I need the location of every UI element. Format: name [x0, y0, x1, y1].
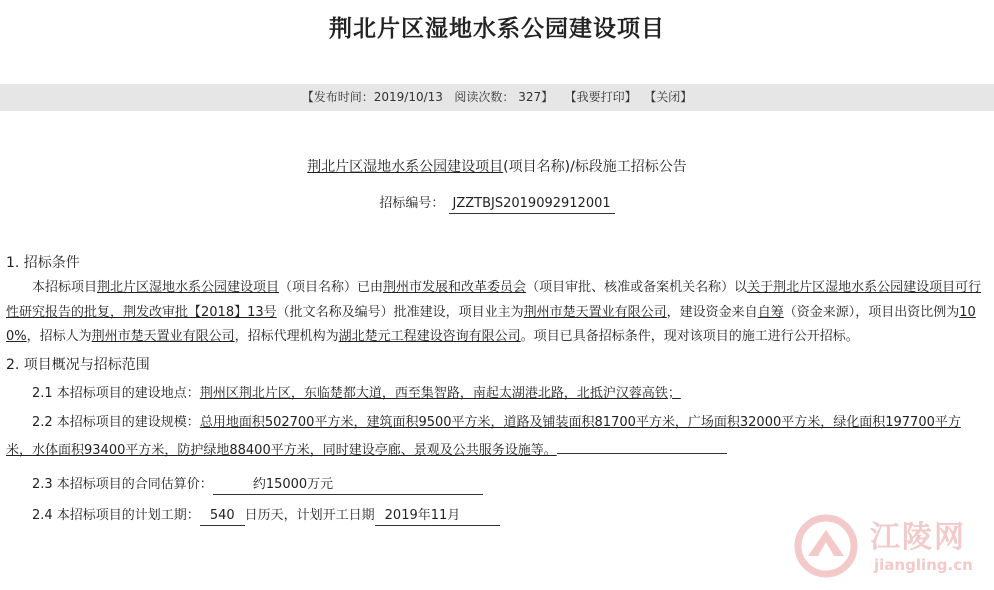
item-2-2: 2.2 本招标项目的建设规模：总用地面积502700平方米，建筑面积9500平方米，道路及铺装面积81700平方米，广场面积32000平方米，绿化面积197700平方米，水体面积93400平方米，防护绿地88400平方米，同时建设亭廊、景观及公共服务设施等。 [6, 414, 961, 458]
read-count: 327】 [518, 90, 554, 104]
bid-number: JZZTBJS2019092912001 [449, 195, 615, 214]
close-link[interactable]: 【关闭】 [644, 90, 693, 104]
article-meta-bar [0, 84, 994, 111]
print-link[interactable]: 【我要打印】 [564, 90, 637, 104]
start-date: 2019年11月 [375, 507, 501, 526]
item-2-1: 2.1 本招标项目的建设地点：荆州区荆北片区，东临楚都大道，西至集智路，南起太湖港北路，北抵沪汉蓉高铁； [32, 385, 681, 401]
section-2-heading: 2. 项目概况与招标范围 [6, 356, 150, 373]
duration-days: 540 [200, 507, 245, 526]
watermark-url: jiangling.cn [874, 556, 973, 574]
notice-body [6, 250, 986, 531]
estimated-price: 约15000万元 [213, 476, 483, 495]
watermark-logo [792, 510, 982, 582]
construction-location: 荆州区荆北片区，东临楚都大道，西至集智路，南起太湖港北路，北抵沪汉蓉高铁； [199, 385, 681, 401]
item-2-3: 2.3 本招标项目的合同估算价： 约15000万元 [6, 469, 986, 500]
construction-scale: 总用地面积502700平方米，建筑面积9500平方米，道路及铺装面积81700平方米，广场面积32000平方米，绿化面积197700平方米，水体面积93400平方米，防护绿地88400平方米，同时建设亭廊、景观及公共服务设施等。 [6, 414, 961, 458]
bid-number-label: 招标编号： [379, 196, 445, 211]
watermark-name: 江陵网 [870, 520, 966, 555]
publish-time: 【发布时间：2019/10/13 [301, 90, 443, 104]
item-2-4: 2.4 本招标项目的计划工期： 540 日历天，计划开工日期 2019年11月 [6, 500, 986, 531]
section-1-paragraph: 本招标项目荆北片区湿地水系公园建设项目（项目名称）已由荆州市发展和改革委员会（项目审批、核准或备案机关名称）以关于荆北片区湿地水系公园建设项目可行性研究报告的批复，荆发改审批【2018】13号（批文名称及编号）批准建设，项目业主为荆州市楚天置业有限公司，建设资金来自自筹（资金来源），项目出资比例为100%，招标人为荆州市楚天置业有限公司，招标代理机构为湖北楚元工程建设咨询有限公司。项目已具备招标条件，现对该项目的施工进行公开招标。 [6, 280, 982, 344]
watermark-emblem-icon [792, 512, 864, 580]
notice-project-name: 荆北片区湿地水系公园建设项目 [307, 159, 504, 175]
notice-title [0, 156, 994, 176]
notice-title-rest: (项目名称)/标段施工招标公告 [503, 159, 687, 175]
bid-number-line [0, 192, 994, 214]
page-title: 荆北片区湿地水系公园建设项目 [329, 16, 665, 42]
section-1-heading: 1. 招标条件 [6, 255, 80, 271]
read-count-label: 阅读次数： [454, 90, 515, 104]
